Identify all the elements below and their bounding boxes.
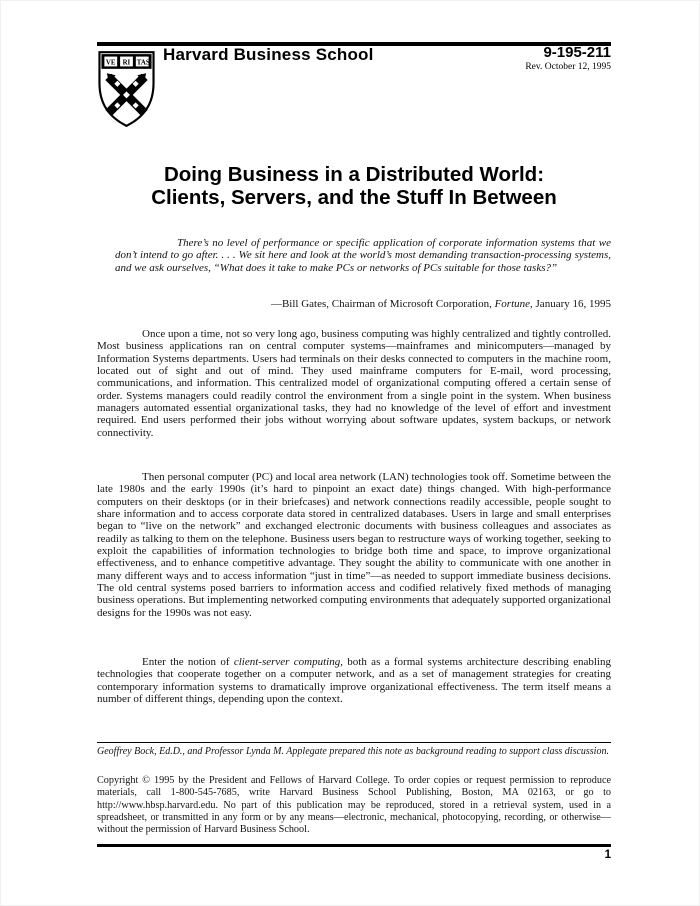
hbs-shield-icon [98,50,155,128]
paragraph-3-post: , both as a formal systems architecture describing enabling technologies that cooperate together on a computer network, and as a set of management strategies for creating contemporary information systems to dramatically improve organizational effectiveness. The term itself means a number of different things, depending upon the context. [97,656,611,706]
attribution-prefix: —Bill Gates, Chairman of Microsoft Corporation, [270,298,495,310]
attribution-source: Fortune [494,298,531,310]
body-paragraph-1: Once upon a time, not so very long ago, business computing was highly centralized and tightly controlled. Most business applications ran on central computer systems—mainframes and minicomputers—managed by Information Systems departments. Users had terminals on their desks connected to computers in the machine room, located out of sight and out of mind. They used mainframe computers for E-mail, word processing, communications, and information. This centralized model of organizational computing offered a certain sense of order. Systems managers could readily control the environment from a single point in the system. When business managers automated essential organizational tasks, they had no knowledge of the level of effort and investment required. End users performed their jobs without worrying about software updates, system backups, or network connectivity. [97,328,611,439]
document-title [97,164,611,209]
footnote-rule [97,742,611,743]
svg-text:RI: RI [122,59,131,67]
veritas-shield-graphic [98,50,155,128]
revision-date: Rev. October 12, 1995 [525,62,611,72]
svg-text:TAS: TAS [136,59,150,67]
quote-attribution [97,298,611,310]
svg-text:VE: VE [105,59,116,67]
page-number: 1 [604,849,611,861]
title-line-2: Clients, Servers, and the Stuff In Between [151,185,557,209]
copyright-notice: Copyright © 1995 by the President and Fellows of Harvard College. To order copies or request permission to reproduce materials, call 1-800-545-7685, write Harvard Business School Publishing, Boston, MA 02163, or go to http://www.hbsp.harvard.edu. No part of this publication may be reproduced, stored in a retrieval system, used in a spreadsheet, or transmitted in any form or by any means—electronic, mechanical, photocopying, recording, or otherwise—without the permission of Harvard Business School. [97,775,611,836]
author-note: Geoffrey Bock, Ed.D., and Professor Lynda M. Applegate prepared this note as background reading to support class discussion. [97,746,609,757]
title-line-1: Doing Business in a Distributed World: [163,163,545,186]
school-name: Harvard Business School [163,45,374,64]
attribution-suffix: , January 16, 1995 [530,298,611,310]
epigraph-quote: There’s no level of performance or specific application of corporate information systems that we don’t intend to go after. . . . We sit here and look at the world’s most demanding transaction-processing systems, and we ask ourselves, “What does it take to make PCs or networks of PCs suitable for those tasks?” [115,237,611,274]
paragraph-3-term: client-server computing [233,656,341,668]
document-number: 9-195-211 [543,44,611,61]
footer-rule [97,844,611,847]
body-paragraph-2: Then personal computer (PC) and local area network (LAN) technologies took off. Sometime between the late 1980s and the early 1990s (it’s hard to pinpoint an exact date) things changed. With high-performance computers on their desktops (or in their briefcases) and network connections readily accessible, people sought to share information and to access corporate data stored in centralized databases. Users in large and small enterprises began to “live on the network” and exchanged electronic documents with business colleagues and associates as readily as talking to them on the telephone. Business users began to restructure ways of working together, seeking to exploit the capabilities of information technologies to bridge both time and space, to improve organizational effectiveness, and to enhance competitive advantage. They sought the ability to communicate with one another in many different ways and to access information “just in time”—as needed to support immediate business decisions. The old central systems posed barriers to information access and codified relatively fixed methods of managing business operations. But implementing networked computing environments that adequately supported organizational designs for the 1990s was not easy. [97,471,611,619]
paragraph-3-pre: Enter the notion of [142,656,234,668]
body-paragraph-3 [97,656,611,705]
